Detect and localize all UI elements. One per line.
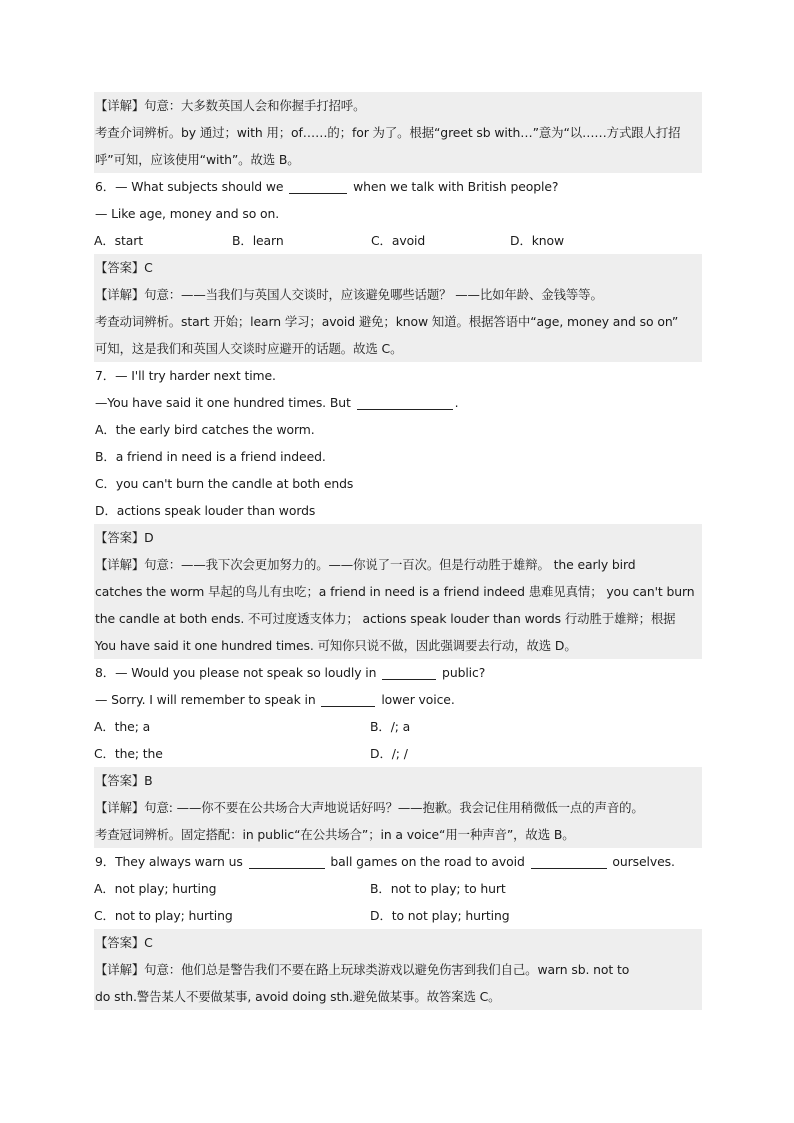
option: A．start (94, 233, 144, 248)
answer-blank (249, 854, 325, 869)
answer-blank (289, 179, 347, 194)
question-text: — Sorry. I will remember to speak in (95, 692, 320, 707)
answer-line: 【答案】C (94, 929, 702, 956)
explanation-line: 考查介词辨析。by 通过；with 用；of……的；for 为了。根据“greet sb with…”意为“以……方式跟人打招 (94, 119, 702, 146)
document-page (94, 92, 702, 1010)
option: B．/; a (370, 719, 411, 734)
option: D．actions speak louder than words (95, 503, 316, 518)
explanation-line: 【详解】句意：大多数英国人会和你握手打招呼。 (94, 92, 702, 119)
options-row (94, 875, 702, 902)
answer-line: 【答案】D (94, 524, 702, 551)
explanation-line: 可知，这是我们和英国人交谈时应避开的话题。故选 C。 (94, 335, 702, 362)
answer-blank (357, 395, 453, 410)
question-text: —You have said it one hundred times. But (95, 395, 355, 410)
question-line (94, 848, 702, 875)
question-text: lower voice. (377, 692, 455, 707)
option: D．/; / (370, 746, 408, 761)
options-row (94, 740, 702, 767)
question-number: 7． (95, 368, 116, 383)
explanation-line: the candle at both ends. 不可过度透支体力； actions speak louder than words 行动胜于雄辩；根据 (94, 605, 702, 632)
question-text: They always warn us (115, 854, 247, 869)
explanation-line: catches the worm 早起的鸟儿有虫吃；a friend in need is a friend indeed 患难见真情； you can't burn (94, 578, 702, 605)
question-line (94, 200, 702, 227)
question-line (94, 362, 702, 389)
options-row (94, 227, 702, 254)
explanation-line: 【详解】句意：他们总是警告我们不要在路上玩球类游戏以避免伤害到我们自己。warn sb. not to (94, 956, 702, 983)
explanation-line: You have said it one hundred times. 可知你只说不做，因此强调要去行动，故选 D。 (94, 632, 702, 659)
question-number: 9． (95, 854, 116, 869)
answer-blank (531, 854, 607, 869)
question-text: ourselves. (608, 854, 675, 869)
question-text: — Would you please not speak so loudly in (115, 665, 381, 680)
option: C．the; the (94, 746, 163, 761)
question-text: ball games on the road to avoid (326, 854, 529, 869)
answer-line: 【答案】B (94, 767, 702, 794)
answer-line: 【答案】C (94, 254, 702, 281)
option: A．the early bird catches the worm. (95, 422, 315, 437)
option: C．avoid (371, 233, 426, 248)
explanation-line: 【详解】句意: ——你不要在公共场合大声地说话好吗？——抱歉。我会记住用稍微低一点的声音的。 (94, 794, 702, 821)
option: D．know (510, 233, 565, 248)
option: C．not to play; hurting (94, 908, 233, 923)
option: B．a friend in need is a friend indeed. (95, 449, 326, 464)
option: A．the; a (94, 719, 151, 734)
option: B．not to play; to hurt (370, 881, 506, 896)
question-line (94, 659, 702, 686)
question-line (94, 173, 702, 200)
question-number: 8． (95, 665, 116, 680)
explanation-line: 考查冠词辨析。固定搭配：in public“在公共场合”；in a voice“用一种声音”，故选 B。 (94, 821, 702, 848)
explanation-line: 考查动词辨析。start 开始；learn 学习；avoid 避免；know 知道。根据答语中“age, money and so on” (94, 308, 702, 335)
answer-blank (321, 692, 375, 707)
answer-blank (382, 665, 436, 680)
explanation-line: 【详解】句意：——当我们与英国人交谈时，应该避免哪些话题？ ——比如年龄、金钱等等。 (94, 281, 702, 308)
question-text: — What subjects should we (115, 179, 288, 194)
option: D．to not play; hurting (370, 908, 510, 923)
question-text: — I'll try harder next time. (115, 368, 276, 383)
option: A．not play; hurting (94, 881, 217, 896)
options-row (94, 902, 702, 929)
question-text: public? (438, 665, 486, 680)
question-line (94, 686, 702, 713)
option: B．learn (232, 233, 284, 248)
question-text: . (454, 395, 459, 410)
question-text: when we talk with British people? (349, 179, 559, 194)
explanation-line: 【详解】句意：——我下次会更加努力的。——你说了一百次。但是行动胜于雄辩。 the early bird (94, 551, 702, 578)
option: C．you can't burn the candle at both ends (95, 476, 354, 491)
question-text: — Like age, money and so on. (95, 206, 280, 221)
explanation-line: 呼”可知，应该使用“with”。故选 B。 (94, 146, 702, 173)
question-number: 6． (95, 179, 116, 194)
explanation-line: do sth.警告某人不要做某事, avoid doing sth.避免做某事。故答案选 C。 (94, 983, 702, 1010)
question-line (94, 389, 702, 416)
options-row (94, 713, 702, 740)
